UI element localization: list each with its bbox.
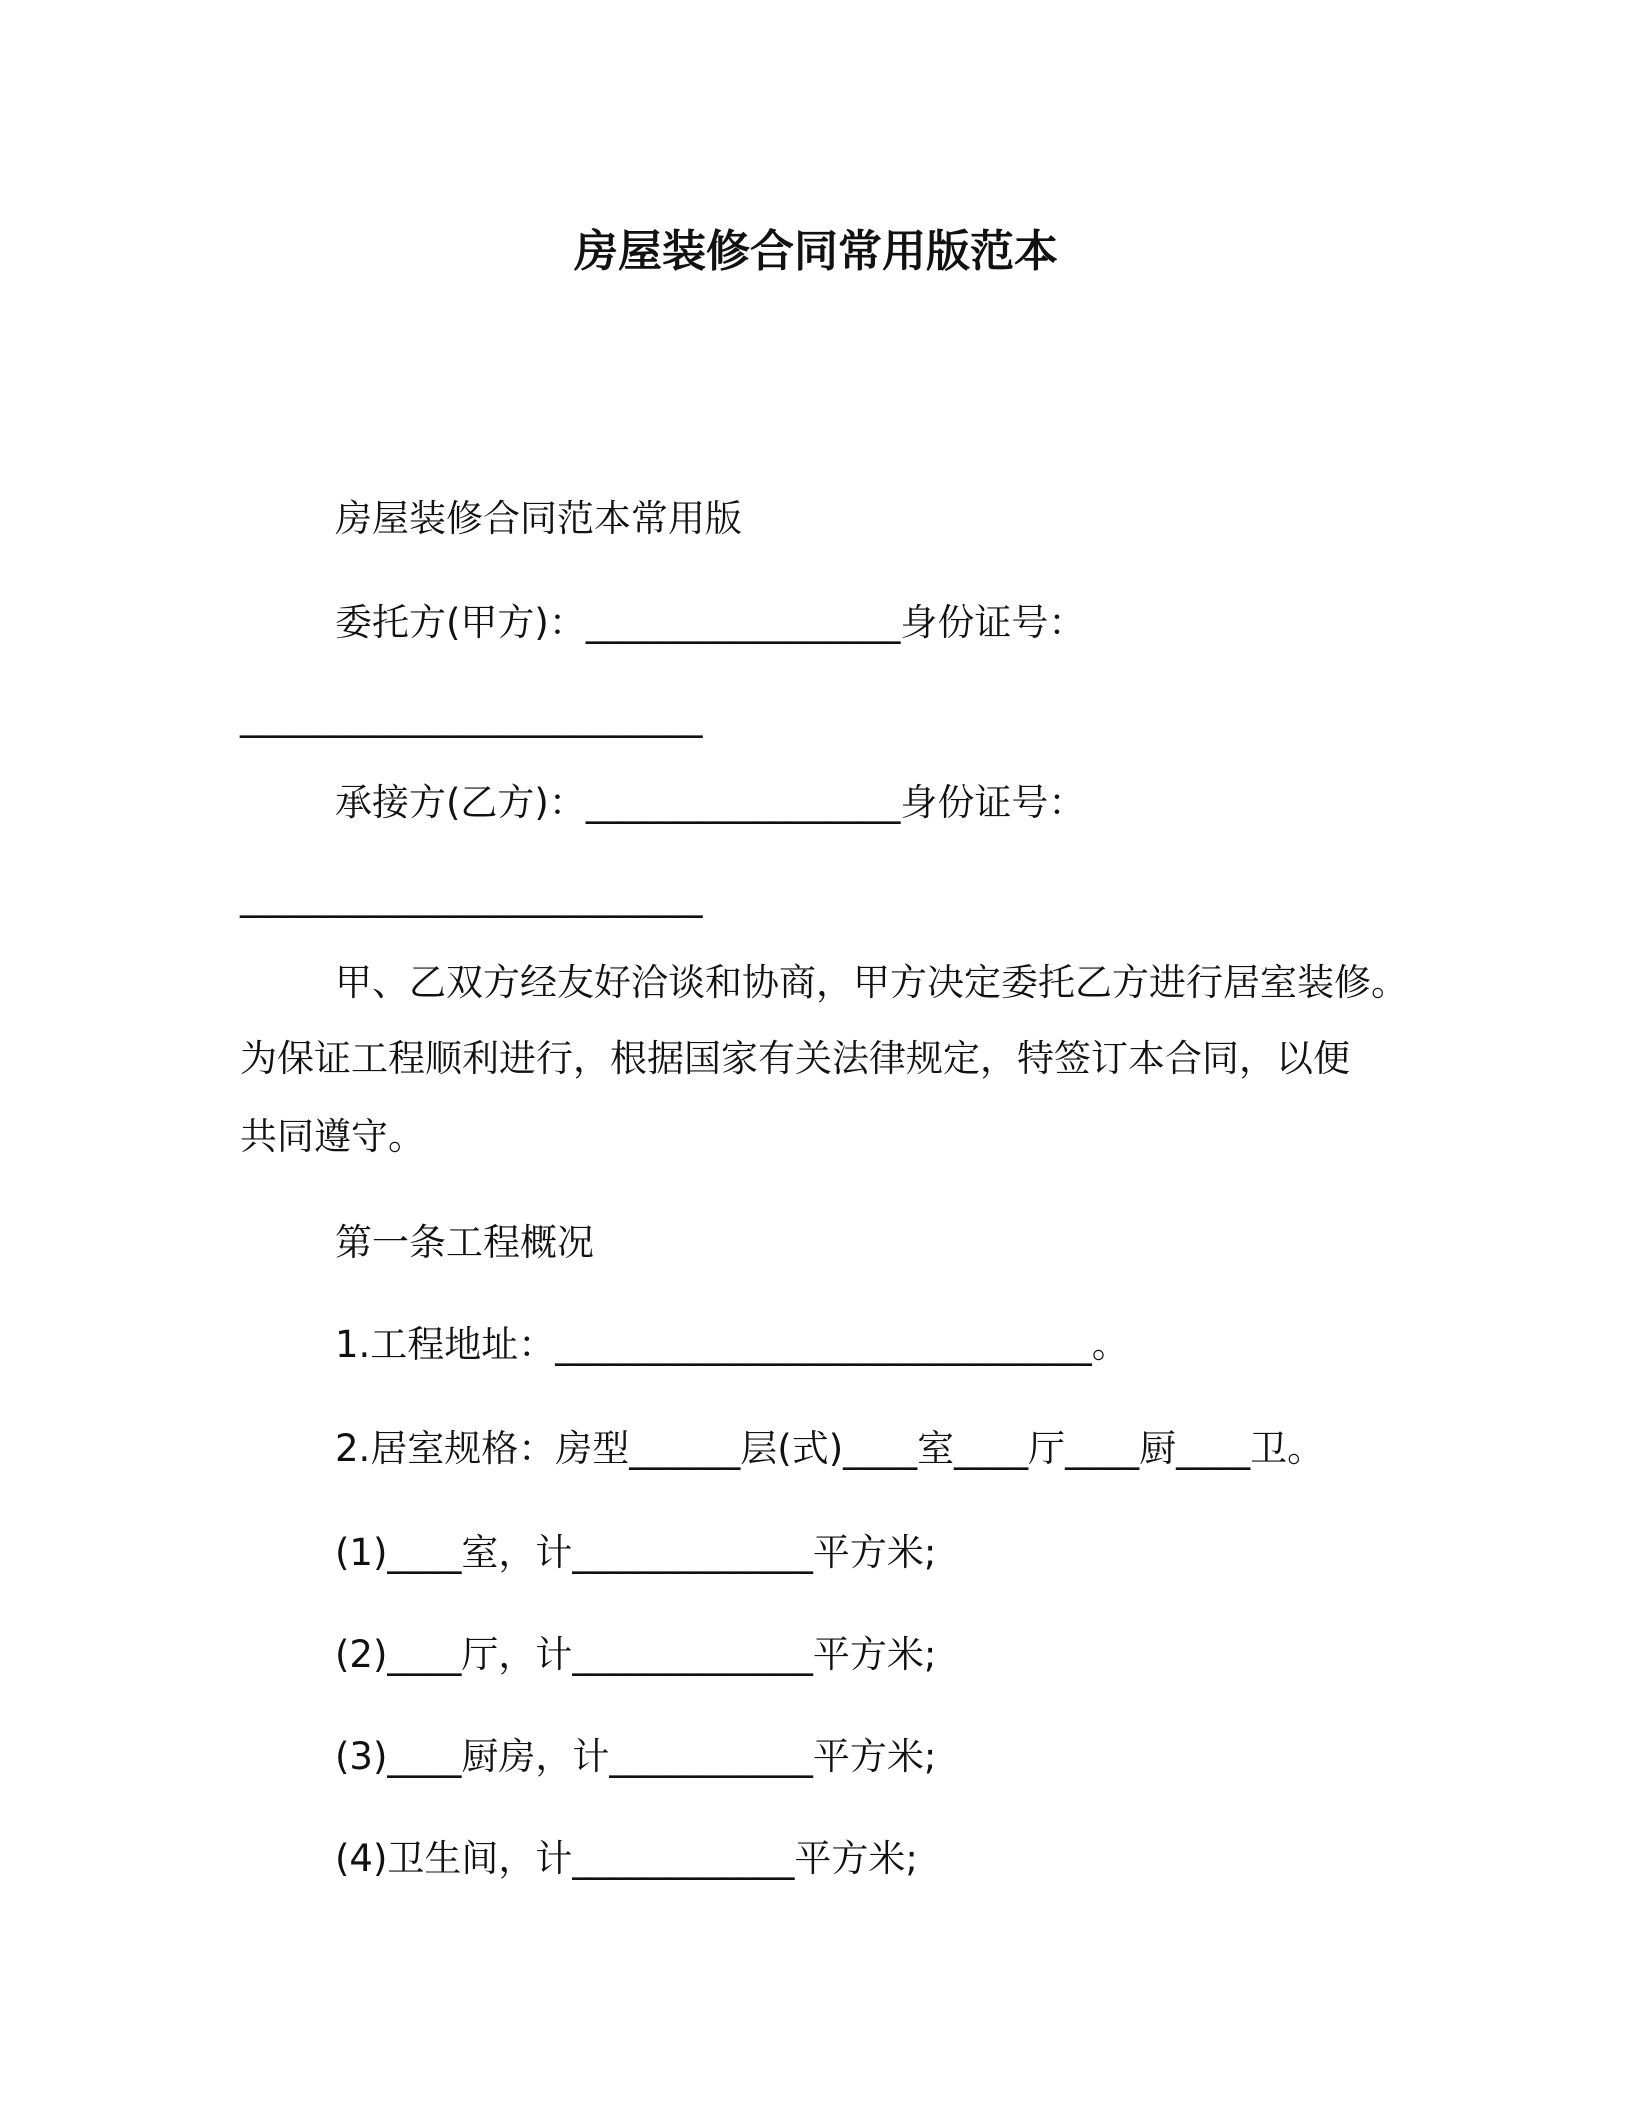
item-room-specification: 2.居室规格：房型______层(式)____室____厅____厨____卫。 bbox=[335, 1427, 1325, 1470]
party-a-id-blank: _________________________ bbox=[240, 695, 703, 738]
document-title: 房屋装修合同常用版范本 bbox=[574, 226, 1058, 277]
intro-paragraph-line-3: 共同遵守。 bbox=[240, 1115, 425, 1158]
intro-paragraph-line-2: 为保证工程顺利进行，根据国家有关法律规定，特签订本合同，以便 bbox=[240, 1037, 1350, 1080]
party-b-id-blank: _________________________ bbox=[240, 875, 703, 918]
party-a-line: 委托方(甲方)：_________________身份证号： bbox=[335, 601, 1086, 644]
item-room-area: (1)____室，计_____________平方米; bbox=[335, 1531, 937, 1574]
item-hall-area: (2)____厅，计_____________平方米; bbox=[335, 1633, 937, 1676]
article-1-heading: 第一条工程概况 bbox=[335, 1221, 594, 1264]
item-kitchen-area: (3)____厨房，计___________平方米; bbox=[335, 1735, 937, 1778]
party-b-line: 承接方(乙方)：_________________身份证号： bbox=[335, 781, 1086, 824]
contract-subtitle: 房屋装修合同范本常用版 bbox=[335, 497, 742, 540]
intro-paragraph-line-1: 甲、乙双方经友好洽谈和协商，甲方决定委托乙方进行居室装修。 bbox=[335, 961, 1408, 1004]
item-project-address: 1.工程地址：_____________________________。 bbox=[335, 1323, 1129, 1366]
item-bathroom-area: (4)卫生间，计____________平方米; bbox=[335, 1837, 918, 1880]
